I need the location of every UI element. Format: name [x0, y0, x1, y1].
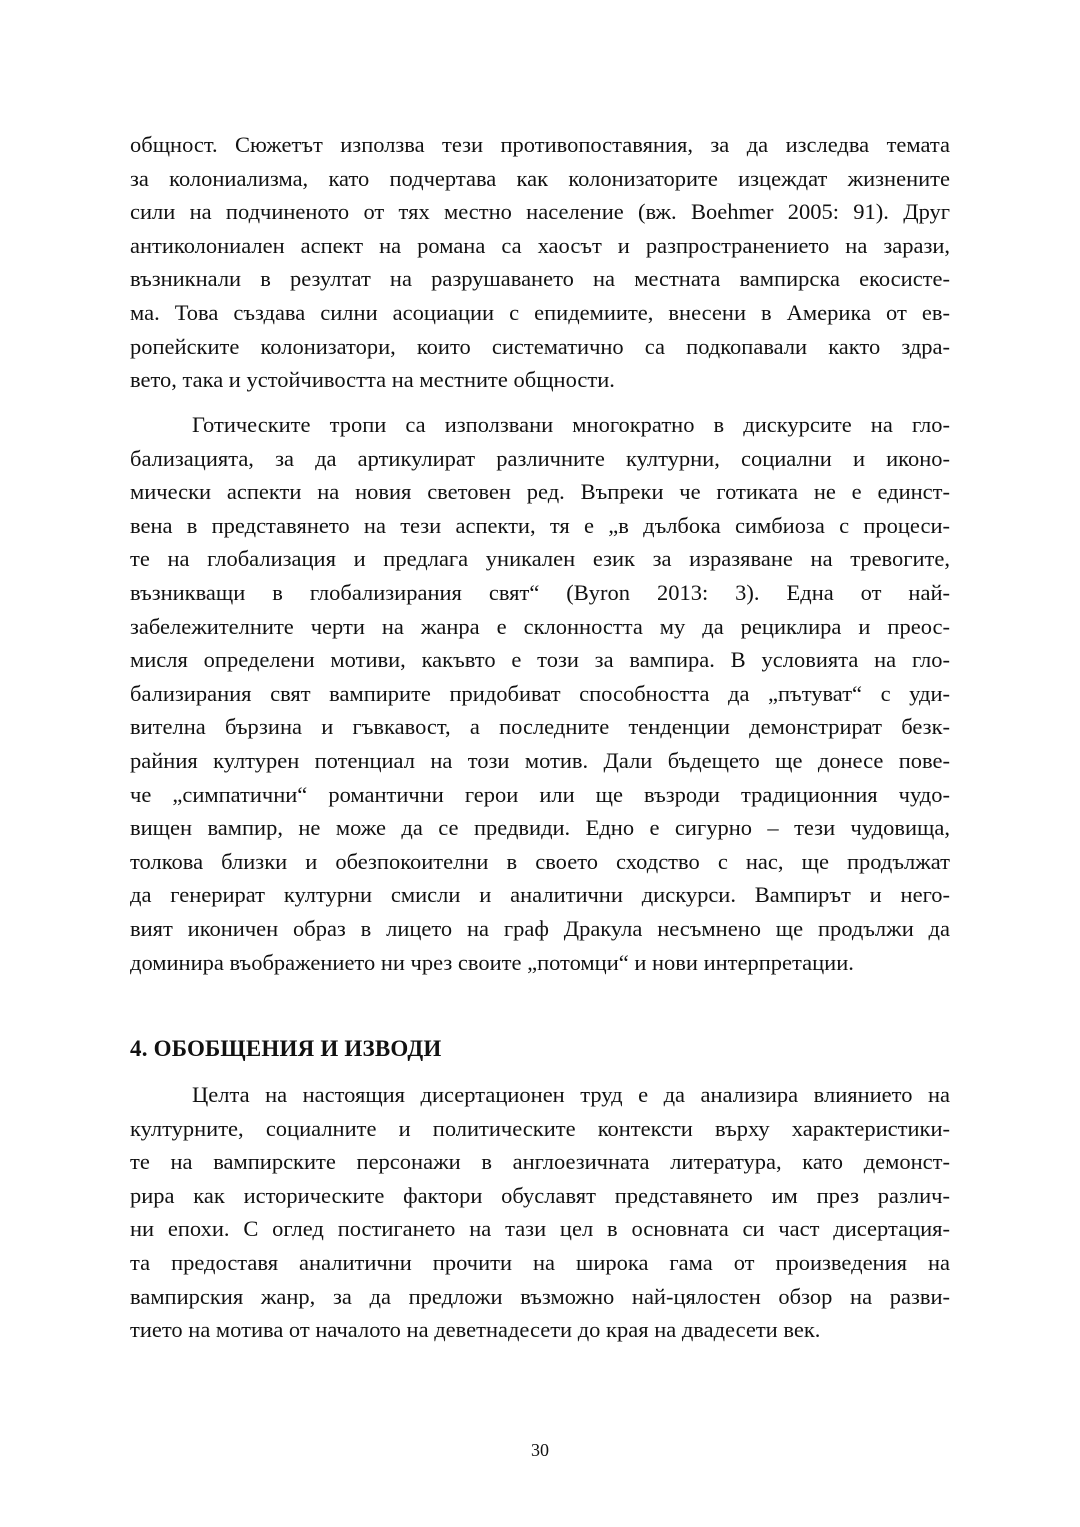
paragraph-line: ма. Това създава силни асоциации с епидемиите, внесени в Америка от ев-: [130, 299, 950, 325]
paragraph-1: [130, 128, 950, 397]
paragraph-line: ни епохи. С оглед постигането на тази цел в основната си част дисертация-: [130, 1216, 950, 1242]
paragraph-line: културните, социалните и политическите контексти върху характеристики-: [130, 1115, 950, 1141]
paragraph-line: възникващи в глобализирания свят“ (Byron 2013: 3). Една от най-: [130, 579, 950, 605]
paragraph-line: вена в представянето на тези аспекти, тя е „в дълбока симбиоза с процеси-: [130, 512, 950, 538]
paragraph-line: вампирския жанр, за да предложи възможно най-цялостен обзор на разви-: [130, 1283, 950, 1309]
paragraph-line: тието на мотива от началото на деветнадесети до края на двадесети век.: [130, 1317, 821, 1343]
paragraph-line: вето, така и устойчивостта на местните общности.: [130, 367, 615, 393]
paragraph-line: вищен вампир, не може да се предвиди. Едно е сигурно – тези чудовища,: [130, 815, 950, 841]
paragraph-line: мисля определени мотиви, какъвто е този за вампира. В условията на гло-: [130, 647, 950, 673]
paragraph-line: че „симпатични“ романтични герои или ще възроди традиционния чудо-: [130, 781, 950, 807]
paragraph-line: те на вампирските персонажи в англоезичната литература, като демонст-: [130, 1149, 950, 1175]
paragraph-line: та предоставя аналитични прочити на широка гама от произведения на: [130, 1249, 950, 1275]
paragraph-line: възникнали в резултат на разрушаването на местната вампирска екосисте-: [130, 266, 950, 292]
paragraph-2: [130, 408, 950, 979]
paragraph-line: забележителните черти на жанра е склонността му да рециклира и преос-: [130, 613, 950, 639]
paragraph-line: сили на подчиненото от тях местно население (вж. Boehmer 2005: 91). Друг: [130, 199, 950, 225]
paragraph-3: [130, 1078, 950, 1347]
section-heading: 4. ОБОБЩЕНИЯ И ИЗВОДИ: [130, 1036, 442, 1061]
paragraph-line: бализацията, за да артикулират различните културни, социални и иконо-: [130, 445, 950, 471]
paragraph-line: райния културен потенциал на този мотив. Дали бъдещето ще донесе пове-: [130, 747, 950, 773]
paragraph-line: Готическите тропи са използвани многократно в дискурсите на гло-: [192, 412, 950, 437]
paragraph-line: ропейските колонизатори, които систематично са подкопавали както здра-: [130, 333, 950, 359]
paragraph-line: да генерират културни смисли и аналитични дискурси. Вампирът и него-: [130, 882, 950, 908]
paragraph-line: за колониализма, като подчертава как колонизаторите изцеждат жизнените: [130, 165, 950, 191]
paragraph-line: доминира въображението ни чрез своите „потомци“ и нови интерпретации.: [130, 949, 854, 975]
paragraph-line: рира как историческите фактори обуславят представянето им през различ-: [130, 1182, 950, 1208]
paragraph-line: мически аспекти на новия световен ред. Въпреки че готиката не е единст-: [130, 479, 950, 505]
paragraph-line: вителна бързина и гъвкавост, а последните тенденции демонстрират безк-: [130, 714, 950, 740]
paragraph-line: те на глобализация и предлага уникален език за изразяване на тревогите,: [130, 546, 950, 572]
paragraph-line: общност. Сюжетът използва тези противопоставяния, за да изследва темата: [130, 132, 950, 157]
paragraph-line: бализирания свят вампирите придобиват способността да „пътуват“ с уди-: [130, 680, 950, 706]
page-number: 30: [531, 1440, 549, 1460]
paragraph-line: вият иконичен образ в лицето на граф Дракула несъмнено ще продължи да: [130, 915, 950, 941]
paragraph-line: антиколониален аспект на романа са хаосът и разпространението на зарази,: [130, 232, 950, 258]
paragraph-line: толкова близки и обезпокоителни в своето сходство с нас, ще продължат: [130, 848, 950, 874]
paragraph-line: Целта на настоящия дисертационен труд е да анализира влиянието на: [192, 1082, 950, 1107]
